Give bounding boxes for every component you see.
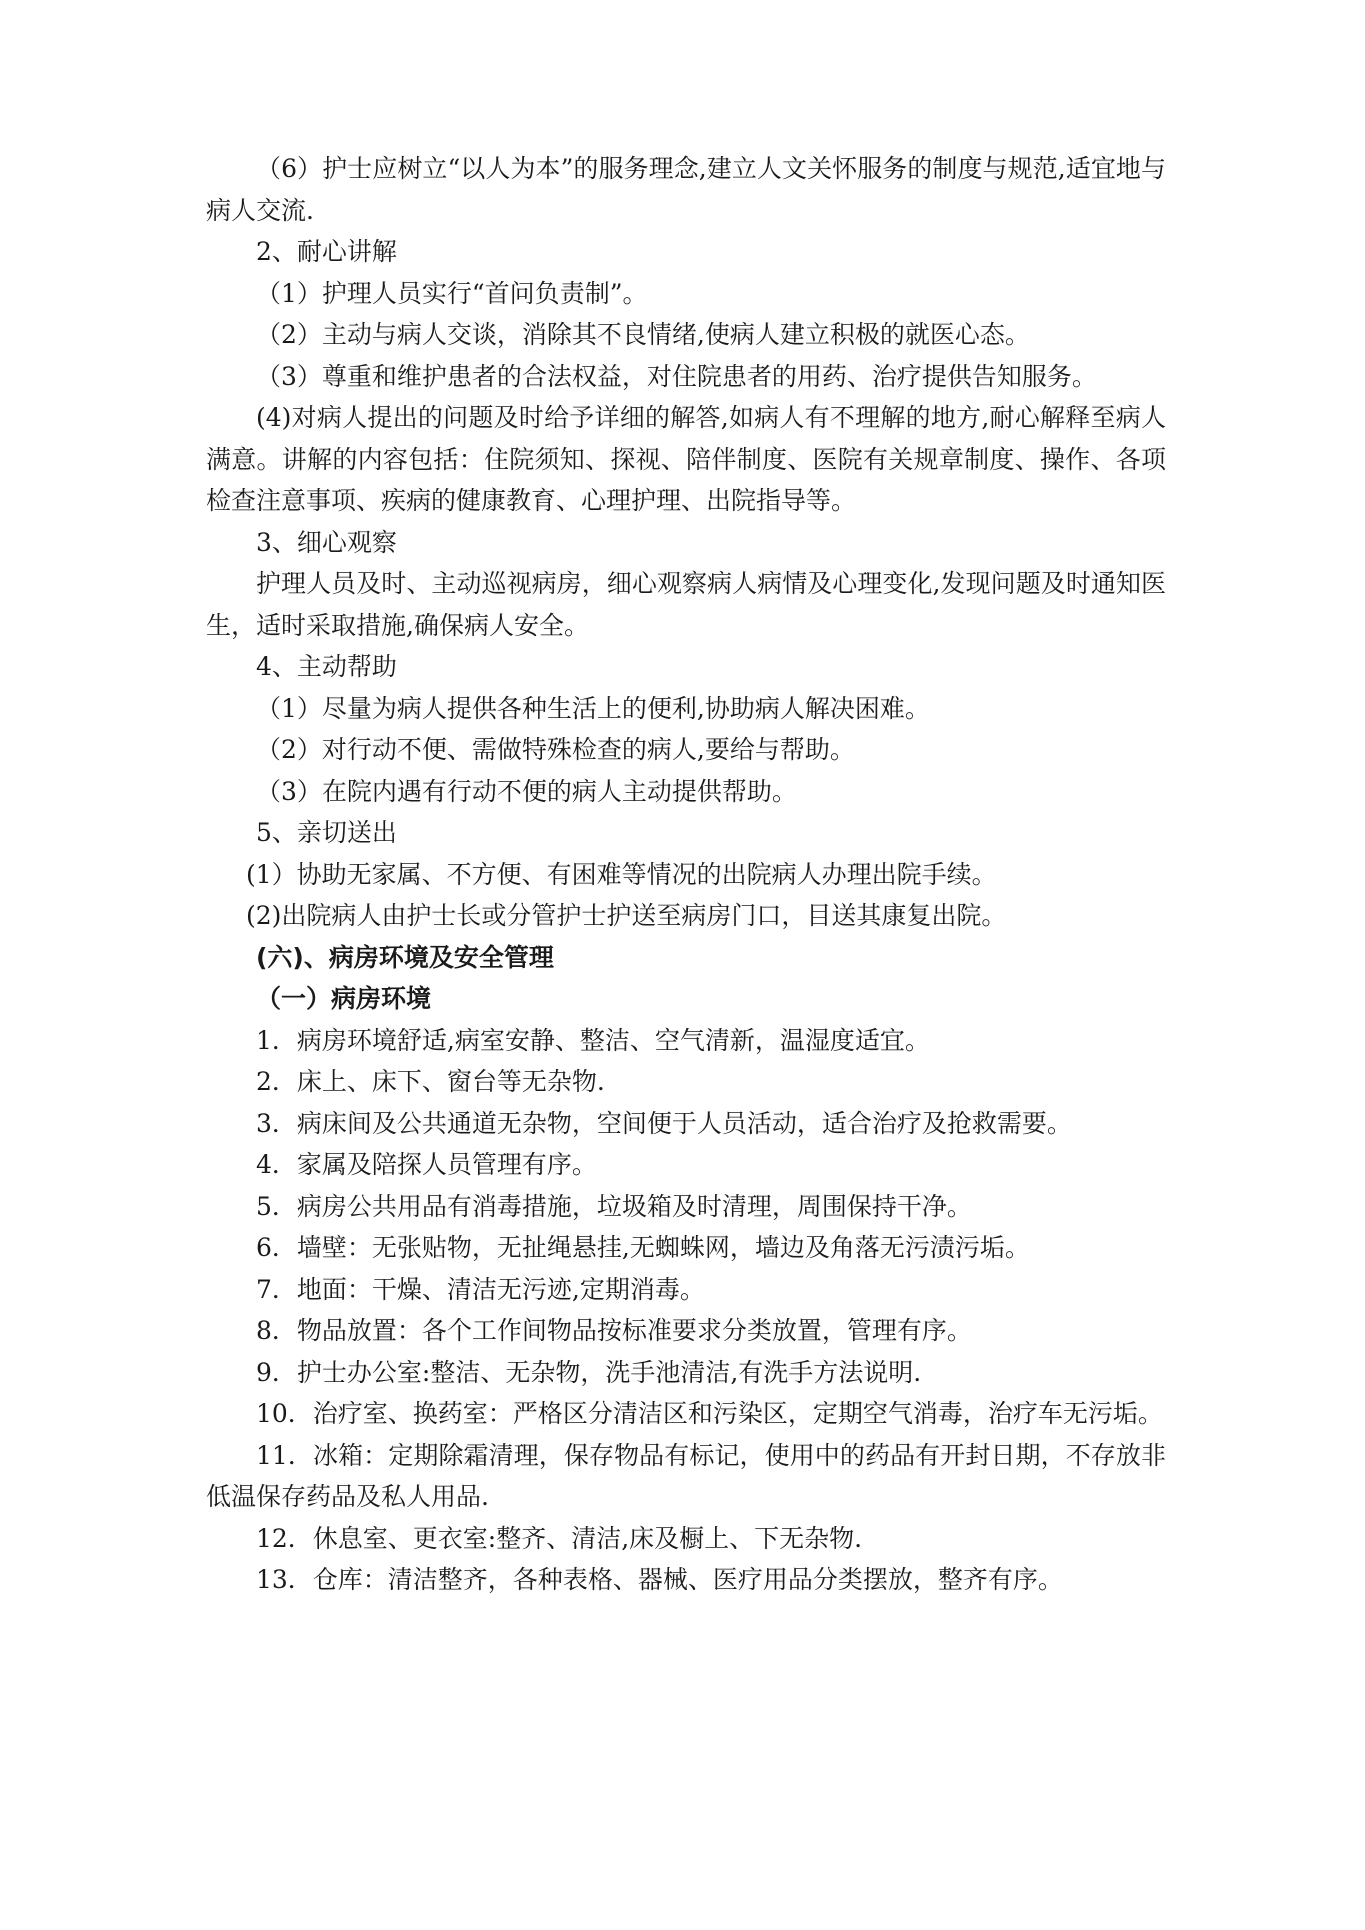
list-item-walls: 6．墙壁：无张贴物，无扯绳悬挂,无蜘蛛网，墙边及角落无污渍污垢。 xyxy=(256,1233,1030,1262)
section-heading-patient-explanation: 2、耐心讲解 xyxy=(256,237,397,266)
list-item-storage: 13．仓库：清洁整齐，各种表格、器械、医疗用品分类摆放，整齐有序。 xyxy=(256,1565,1063,1594)
list-item-nurse-office: 9．护士办公室:整洁、无杂物，洗手池清洁,有洗手方法说明. xyxy=(256,1357,922,1387)
list-item-no-clutter-bed-window: 2．床上、床下、窗台等无杂物. xyxy=(256,1067,605,1096)
section-heading-careful-observation: 3、细心观察 xyxy=(256,527,397,557)
list-item-comfortable-environment: 1．病房环境舒适,病室安静、整洁、空气清新，温湿度适宜。 xyxy=(256,1025,930,1055)
list-item-rest-room: 12．休息室、更衣室:整齐、清洁,床及橱上、下无杂物. xyxy=(256,1523,863,1553)
list-item-refrigerator: 11．冰箱：定期除霜清理，保存物品有标记，使用中的药品有开封日期，不存放非低温保存药品及私人用品. xyxy=(206,1440,1166,1511)
paragraph-item-6-humanistic-care: （6）护士应树立“以人为本”的服务理念,建立人文关怀服务的制度与规范,适宜地与病人交流. xyxy=(206,154,1166,225)
section-heading-active-help: 4、主动帮助 xyxy=(256,652,397,681)
paragraph-talk-with-patients: （2）主动与病人交谈，消除其不良情绪,使病人建立积极的就医心态。 xyxy=(256,320,1030,349)
document-body xyxy=(206,148,1166,1601)
list-item-item-placement: 8．物品放置：各个工作间物品按标准要求分类放置，管理有序。 xyxy=(256,1316,972,1345)
list-item-clear-passages: 3．病床间及公共通道无杂物，空间便于人员活动，适合治疗及抢救需要。 xyxy=(256,1108,1072,1138)
section-heading-ward-environment-safety: (六)、病房环境及安全管理 xyxy=(256,942,554,972)
paragraph-offer-help-in-hospital: （3）在院内遇有行动不便的病人主动提供帮助。 xyxy=(256,776,797,806)
list-item-treatment-room: 10．治疗室、换药室：严格区分清洁区和污染区，定期空气消毒，治疗车无污垢。 xyxy=(256,1399,1163,1428)
list-item-visitor-management: 4．家属及陪探人员管理有序。 xyxy=(256,1150,597,1179)
paragraph-provide-convenience: （1）尽量为病人提供各种生活上的便利,协助病人解决困难。 xyxy=(256,693,930,723)
paragraph-help-immobile-patients: （2）对行动不便、需做特殊检查的病人,要给与帮助。 xyxy=(256,735,855,764)
list-item-public-items-disinfection: 5．病房公共用品有消毒措施，垃圾箱及时清理，周围保持干净。 xyxy=(256,1191,972,1221)
paragraph-first-question-responsibility: （1）护理人员实行“首问负责制”。 xyxy=(256,278,648,308)
paragraph-answer-questions: (4)对病人提出的问题及时给予详细的解答,如病人有不理解的地方,耐心解释至病人满意。讲解的内容包括：住院须知、探视、陪伴制度、医院有关规章制度、操作、各项检查注意事项、疾病的健康教育、心理护理、出院指导等。 xyxy=(206,403,1166,515)
list-item-floor: 7．地面：干燥、清洁无污迹,定期消毒。 xyxy=(256,1274,705,1304)
paragraph-ward-rounds: 护理人员及时、主动巡视病房，细心观察病人病情及心理变化,发现问题及时通知医生，适时采取措施,确保病人安全。 xyxy=(206,569,1166,640)
subsection-heading-ward-environment: （一）病房环境 xyxy=(256,984,432,1013)
paragraph-discharge-procedures: (1）协助无家属、不方便、有困难等情况的出院病人办理出院手续。 xyxy=(246,859,997,889)
paragraph-patient-rights: （3）尊重和维护患者的合法权益，对住院患者的用药、治疗提供告知服务。 xyxy=(256,361,1097,391)
section-heading-discharge: 5、亲切送出 xyxy=(256,818,397,847)
paragraph-escort-to-door: (2)出院病人由护士长或分管护士护送至病房门口，目送其康复出院。 xyxy=(246,901,1007,930)
